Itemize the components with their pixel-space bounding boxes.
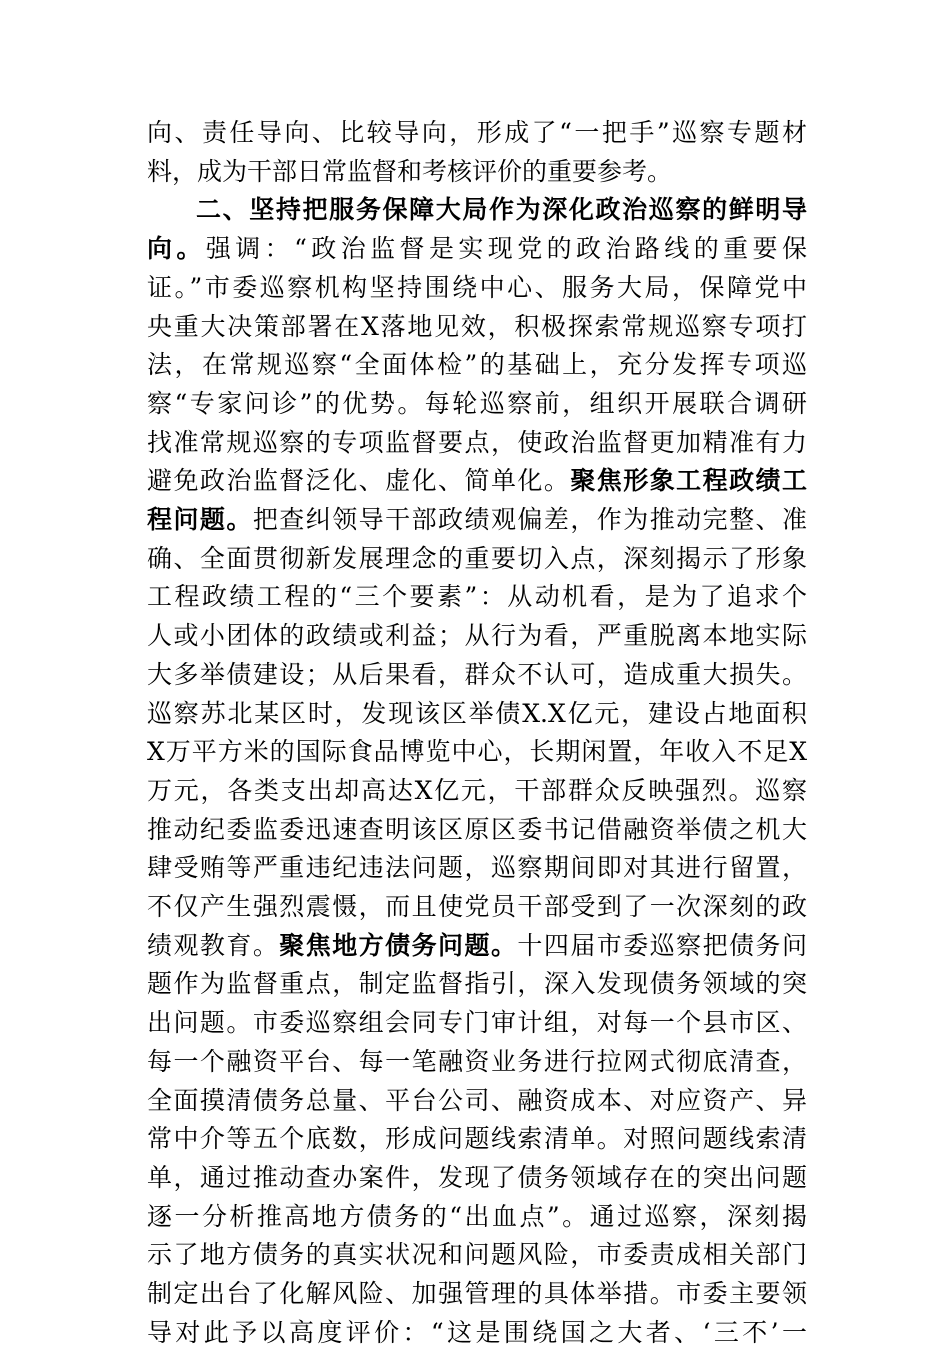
- text-line: [147, 385, 807, 423]
- text-line: [147, 1120, 807, 1158]
- text-segment: 证。”市委巡察机构坚持围绕中心、服务大局，保障党中: [147, 272, 807, 302]
- text-line: [147, 540, 807, 578]
- text-line: [147, 578, 807, 616]
- text-segment: X万平方米的国际食品博览中心，长期闲置，年收入不足X: [147, 737, 807, 767]
- text-segment: 万元，各类支出却高达X亿元，干部群众反映强烈。巡察: [147, 775, 807, 805]
- text-line: [147, 927, 807, 965]
- text-line: [147, 1082, 807, 1120]
- text-segment: 推动纪委监委迅速查明该区原区委书记借融资举债之机大: [147, 814, 807, 844]
- text-segment: 全面摸清债务总量、平台公司、融资成本、对应资产、异: [147, 1085, 807, 1115]
- text-line: [147, 1198, 807, 1236]
- text-line: [147, 308, 807, 346]
- text-segment: 人或小团体的政绩或利益；从行为看，严重脱离本地实际: [147, 621, 807, 651]
- text-segment: 单，通过推动查办案件，发现了债务领域存在的突出问题: [147, 1162, 807, 1192]
- text-segment: 题作为监督重点，制定监督指引，深入发现债务领域的突: [147, 969, 807, 999]
- text-segment: 避免政治监督泛化、虚化、简单化。: [147, 466, 571, 496]
- text-segment: 每一个融资平台、每一笔融资业务进行拉网式彻底清查，: [147, 1046, 807, 1076]
- bold-text-segment: 聚焦地方债务问题。: [279, 930, 518, 960]
- text-line: [147, 1043, 807, 1081]
- bold-text-segment: 向。: [147, 234, 206, 264]
- text-segment: 巡察苏北某区时，发现该区举债X.X亿元，建设占地面积: [147, 698, 807, 728]
- text-line: [147, 153, 807, 191]
- text-segment: 确、全面贯彻新发展理念的重要切入点，深刻揭示了形象: [147, 543, 807, 573]
- text-line: [147, 424, 807, 462]
- text-line: [147, 811, 807, 849]
- text-segment: 逐一分析推高地方债务的“出血点”。通过巡察，深刻揭: [147, 1201, 807, 1231]
- text-line: [147, 733, 807, 771]
- text-segment: 常中介等五个底数，形成问题线索清单。对照问题线索清: [147, 1124, 807, 1154]
- text-line: [147, 462, 807, 500]
- text-line: [147, 772, 807, 810]
- text-segment: 肆受贿等严重违纪违法问题，巡察期间即对其进行留置，: [147, 853, 807, 883]
- text-line: [147, 695, 807, 733]
- text-segment: 料，成为干部日常监督和考核评价的重要参考。: [147, 156, 673, 186]
- text-segment: 出问题。市委巡察组会同专门审计组，对每一个县市区、: [147, 1008, 807, 1038]
- text-segment: 制定出台了化解风险、加强管理的具体举措。市委主要领: [147, 1279, 807, 1308]
- bold-text-segment: 聚焦形象工程政绩工: [570, 466, 807, 496]
- text-segment: 强调：“政治监督是实现党的政治路线的重要保: [205, 234, 807, 264]
- text-line: [147, 1159, 807, 1197]
- text-line: [147, 1275, 807, 1313]
- text-line: [147, 346, 807, 384]
- text-segment: 十四届市委巡察把债务问: [517, 930, 807, 960]
- text-segment: 察“专家问诊”的优势。每轮巡察前，组织开展联合调研: [147, 388, 807, 418]
- text-segment: 央重大决策部署在X落地见效，积极探索常规巡察专项打: [147, 311, 807, 341]
- text-line: [147, 617, 807, 655]
- text-segment: 绩观教育。: [147, 930, 280, 960]
- text-line: [196, 191, 807, 229]
- text-line: [147, 656, 807, 694]
- text-segment: 向、责任导向、比较导向，形成了“一把手”巡察专题材: [147, 118, 807, 147]
- text-segment: 不仅产生强烈震慑，而且使党员干部受到了一次深刻的政: [147, 892, 807, 921]
- text-segment: 法，在常规巡察“全面体检”的基础上，充分发挥专项巡: [147, 350, 807, 380]
- text-line: [147, 849, 807, 887]
- text-line: [147, 1314, 807, 1352]
- text-line: [147, 230, 807, 268]
- text-segment: 找准常规巡察的专项监督要点，使政治监督更加精准有力: [147, 427, 807, 457]
- text-line: [147, 114, 807, 152]
- text-line: [147, 888, 807, 926]
- text-segment: 示了地方债务的真实状况和问题风险，市委责成相关部门: [147, 1240, 807, 1270]
- bold-text-segment: 程问题。: [147, 505, 253, 534]
- text-segment: 工程政绩工程的“三个要素”：从动机看，是为了追求个: [147, 582, 807, 612]
- text-segment: 导对此予以高度评价：“这是围绕国之大者、‘三不’一: [147, 1317, 807, 1347]
- text-segment: 大多举债建设；从后果看，群众不认可，造成重大损失。: [147, 659, 807, 689]
- text-segment: 把查纠领导干部政绩观偏差，作为推动完整、准: [252, 505, 807, 534]
- text-line: [147, 965, 807, 1003]
- bold-text-segment: 二、坚持把服务保障大局作为深化政治巡察的鲜明导: [196, 195, 807, 225]
- text-line: [147, 1236, 807, 1274]
- text-line: [147, 501, 807, 539]
- text-line: [147, 1004, 807, 1042]
- text-line: [147, 269, 807, 307]
